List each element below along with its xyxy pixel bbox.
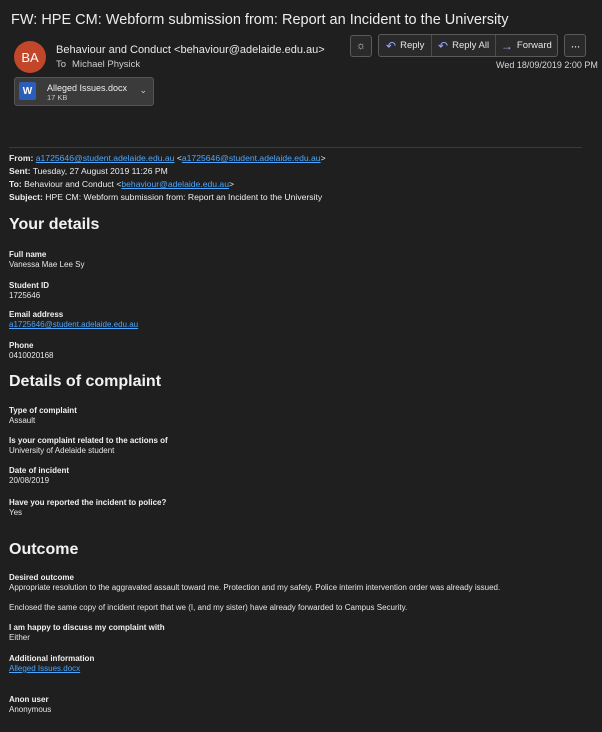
sent-label: Sent: <box>9 166 31 176</box>
additional-info-label: Additional information <box>9 654 95 663</box>
attachment-size: 17 KB <box>47 93 68 102</box>
sent-value: Tuesday, 27 August 2019 11:26 PM <box>32 166 168 176</box>
discuss-value: Either <box>9 633 30 642</box>
full-name-value: Vanessa Mae Lee Sy <box>9 260 85 269</box>
theme-toggle-button[interactable] <box>350 35 372 57</box>
email-link[interactable]: a1725646@student.adelaide.edu.au <box>9 320 139 329</box>
forward-to: To: Behaviour and Conduct <behaviour@adelaide.edu.au> <box>9 179 235 189</box>
sender[interactable]: Behaviour and Conduct <behaviour@adelaide.edu.au> <box>56 44 325 56</box>
phone-label: Phone <box>9 341 34 350</box>
email-label: Email address <box>9 310 64 319</box>
attachment-card[interactable] <box>14 77 154 106</box>
more-actions-button[interactable] <box>564 34 586 57</box>
police-value: Yes <box>9 508 23 517</box>
enclosed-note: Enclosed the same copy of incident report that we (I, and my sister) have already forwarded to Campus Security. <box>9 603 408 612</box>
chevron-down-icon[interactable]: ⌄ <box>139 85 147 95</box>
forward-from: From: a1725646@student.adelaide.edu.au <a1725646@student.adelaide.edu.au> <box>9 153 326 163</box>
incident-date-label: Date of incident <box>9 466 70 475</box>
complaint-heading: Details of complaint <box>9 373 162 390</box>
forward-subject <box>9 192 322 202</box>
student-id-label: Student ID <box>9 281 49 290</box>
related-label: Is your complaint related to the actions of <box>9 436 168 445</box>
ellipsis-icon: ··· <box>570 38 580 53</box>
student-id-value: 1725646 <box>9 291 41 300</box>
discuss-label: I am happy to discuss my complaint with <box>9 623 165 632</box>
to-email-link[interactable]: behaviour@adelaide.edu.au <box>121 179 229 189</box>
forward-button[interactable] <box>495 35 557 56</box>
reply-all-button[interactable] <box>431 35 494 56</box>
received-date: Wed 18/09/2019 2:00 PM <box>496 60 598 70</box>
avatar[interactable]: BA <box>14 41 46 73</box>
reply-all-icon: ↶ <box>438 38 449 53</box>
from-label: From: <box>9 153 34 163</box>
reply-icon: ↶ <box>386 38 397 53</box>
forward-sent <box>9 166 168 176</box>
sun-icon: ☼ <box>355 40 367 52</box>
incident-date-value: 20/08/2019 <box>9 476 50 485</box>
divider <box>9 147 582 148</box>
anon-user-label: Anon user <box>9 695 49 704</box>
complaint-type-value: Assault <box>9 416 36 425</box>
subject-value: HPE CM: Webform submission from: Report an Incident to the University <box>45 192 323 202</box>
attachment-name: Alleged Issues.docx <box>47 83 128 93</box>
full-name-label: Full name <box>9 250 47 259</box>
phone-value: 0410020168 <box>9 351 54 360</box>
email-subject: FW: HPE CM: Webform submission from: Report an Incident to the University <box>11 12 509 28</box>
desired-outcome-label: Desired outcome <box>9 573 74 582</box>
to-name: Behaviour and Conduct <box>24 179 114 189</box>
from-mailto-link[interactable]: a1725646@student.adelaide.edu.au <box>181 153 321 163</box>
reply-label: Reply <box>400 40 425 51</box>
desired-outcome-value: Appropriate resolution to the aggravated assault toward me. Protection and my safety. Police interim intervention order was already issued. <box>9 583 501 592</box>
outcome-heading: Outcome <box>9 541 79 558</box>
additional-info-link[interactable]: Alleged Issues.docx <box>9 664 81 673</box>
forward-icon: → <box>500 38 513 53</box>
from-link[interactable]: a1725646@student.adelaide.edu.au <box>35 153 175 163</box>
recipient-line <box>56 59 140 70</box>
to-header-label: To: <box>9 179 22 189</box>
word-document-icon: W <box>19 82 36 100</box>
recipient-name[interactable]: Michael Physick <box>72 59 141 70</box>
related-value: University of Adelaide student <box>9 446 115 455</box>
forward-label: Forward <box>516 40 552 51</box>
reply-button[interactable] <box>379 35 431 56</box>
complaint-type-label: Type of complaint <box>9 406 77 415</box>
anon-user-value: Anonymous <box>9 705 52 714</box>
reply-all-label: Reply All <box>452 40 490 51</box>
to-label: To <box>56 59 67 70</box>
your-details-heading: Your details <box>9 216 100 233</box>
subject-label: Subject: <box>9 192 43 202</box>
message-actions <box>378 34 558 57</box>
police-label: Have you reported the incident to police? <box>9 498 167 507</box>
